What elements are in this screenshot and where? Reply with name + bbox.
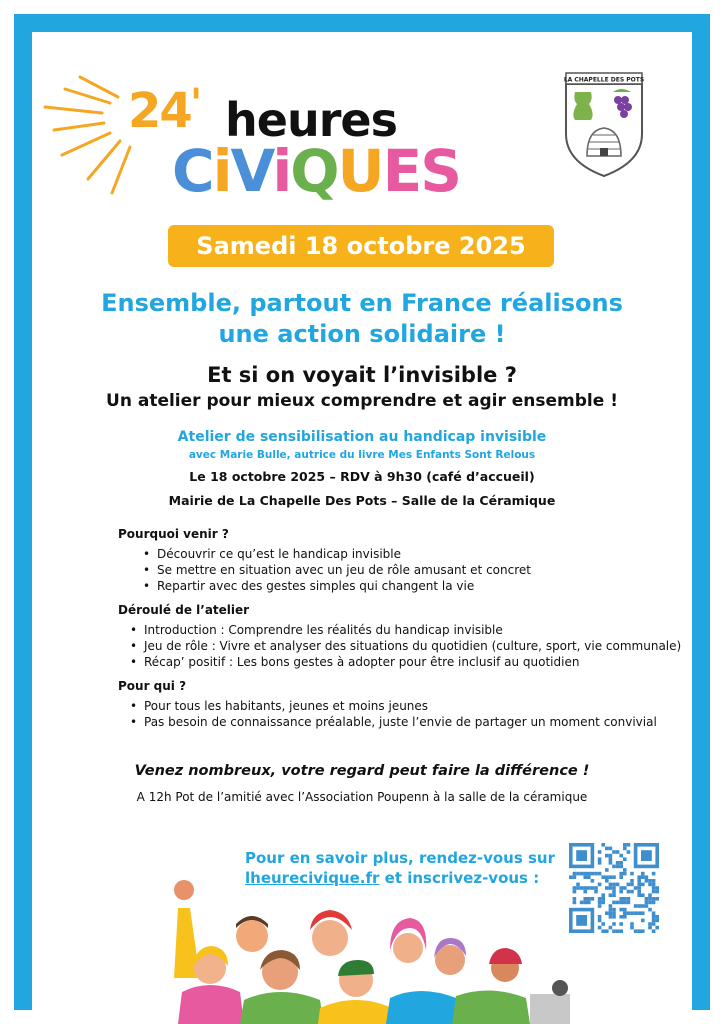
logo-civiques-letter: i bbox=[212, 137, 231, 205]
workshop-location: Mairie de La Chapelle Des Pots – Salle de la Céramique bbox=[168, 493, 556, 508]
slogan-line-1: Ensemble, partout en France réalisons bbox=[101, 289, 623, 317]
more-info-line-1: Pour en savoir plus, rendez-vous sur bbox=[245, 849, 556, 867]
website-link[interactable]: lheurecivique.fr bbox=[245, 869, 380, 887]
slogan bbox=[60, 288, 664, 350]
logo-civiques-letter: Q bbox=[290, 137, 338, 205]
main-question: Et si on voyait l’invisible ? bbox=[207, 363, 517, 387]
crowd-illustration bbox=[160, 868, 600, 1024]
section-title-program: Déroulé de l’atelier bbox=[118, 603, 250, 617]
logo-24-heures-civiques bbox=[40, 75, 461, 215]
who-list bbox=[130, 698, 657, 730]
logo-civiques-letter: S bbox=[420, 137, 461, 205]
workshop-subtitle: avec Marie Bulle, autrice du livre Mes Enfants Sont Relous bbox=[188, 449, 536, 461]
logo-civiques-letter: V bbox=[230, 137, 273, 205]
section-title-why: Pourquoi venir ? bbox=[118, 527, 229, 541]
register-text: et inscrivez-vous : bbox=[379, 869, 540, 887]
program-list bbox=[130, 622, 681, 670]
list-item: • Introduction : Comprendre les réalités du handicap invisible bbox=[130, 622, 681, 638]
crest-text: LA CHAPELLE DES POTS bbox=[563, 76, 645, 84]
list-item: • Récap’ positif : Les bons gestes à adopter pour être inclusif au quotidien bbox=[130, 654, 681, 670]
logo-civiques-letter: U bbox=[337, 137, 383, 205]
call-to-action: Venez nombreux, votre regard peut faire la différence ! bbox=[134, 763, 590, 779]
logo-heures: heures bbox=[225, 93, 397, 147]
logo-civiques-letter: E bbox=[382, 137, 421, 205]
logo-civiques-letter: i bbox=[272, 137, 291, 205]
list-item: • Pour tous les habitants, jeunes et moins jeunes bbox=[130, 698, 657, 714]
logo-24: 24 bbox=[128, 83, 191, 139]
list-item: • Découvrir ce qu’est le handicap invisible bbox=[143, 546, 531, 562]
list-item: • Jeu de rôle : Vivre et analyser des situations du quotidien (culture, sport, vie communale) bbox=[130, 638, 681, 654]
workshop-time: Le 18 octobre 2025 – RDV à 9h30 (café d’accueil) bbox=[189, 469, 535, 484]
list-item: • Repartir avec des gestes simples qui changent la vie bbox=[143, 578, 531, 594]
why-list bbox=[143, 546, 531, 594]
section-title-who: Pour qui ? bbox=[118, 679, 187, 693]
logo-civiques bbox=[172, 137, 460, 205]
logo-apostrophe: ' bbox=[190, 81, 203, 127]
date-badge: Samedi 18 octobre 2025 bbox=[168, 225, 554, 267]
friendship-drink-info: A 12h Pot de l’amitié avec l’Association Poupenn à la salle de la céramique bbox=[136, 790, 588, 804]
list-item: • Pas besoin de connaissance préalable, juste l’envie de partager un moment convivial bbox=[130, 714, 657, 730]
sub-question: Un atelier pour mieux comprendre et agir ensemble ! bbox=[106, 391, 618, 411]
list-item: • Se mettre en situation avec un jeu de rôle amusant et concret bbox=[143, 562, 531, 578]
slogan-line-2: une action solidaire ! bbox=[218, 320, 506, 348]
crest-icon bbox=[563, 70, 645, 178]
workshop-title: Atelier de sensibilisation au handicap invisible bbox=[177, 429, 547, 445]
logo-civiques-letter: C bbox=[172, 137, 213, 205]
